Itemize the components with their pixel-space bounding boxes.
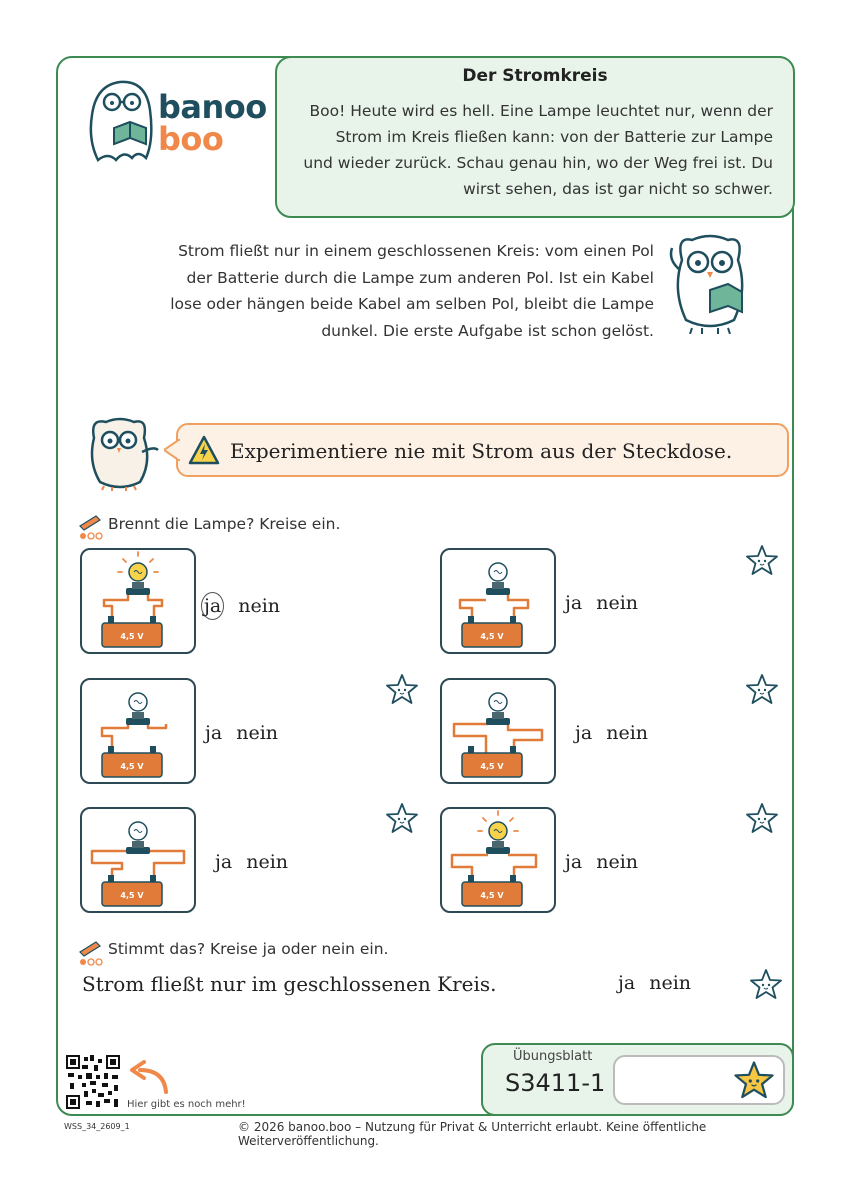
- star-rating-icon: [749, 968, 783, 1002]
- star-rating-icon: [745, 544, 779, 578]
- battery-label: 4,5 V: [120, 632, 144, 641]
- worksheet-code: S3411-1: [505, 1069, 606, 1097]
- task2-answer-options: [618, 972, 705, 994]
- task2-instruction: Stimmt das? Kreise ja oder nein ein.: [108, 940, 389, 958]
- curved-arrow-icon: [126, 1060, 172, 1096]
- worksheet-internal-code: WSS_34_2609_1: [64, 1122, 130, 1131]
- answer-no[interactable]: nein: [238, 595, 281, 617]
- battery-label: 4,5 V: [480, 632, 504, 641]
- circuit-card-6: [440, 807, 556, 913]
- circuit-diagram: [82, 680, 194, 782]
- circuit-card-3: [80, 678, 196, 784]
- owl-pointing-illustration: [80, 412, 160, 492]
- info-text: Strom fließt nur in einem geschlossenen Kreis: vom einen Pol der Batterie durch die Lampe zum anderen Pol. Ist ein Kabel lose oder hängen beide Kabel am selben Pol, bleibt die Lampe dunkel. Die erste Aufgabe ist schon gelöst.: [170, 242, 654, 340]
- answer-no[interactable]: nein: [649, 972, 692, 994]
- pencil-difficulty-icon: [78, 512, 104, 540]
- copyright-footer: © 2026 banoo.boo – Nutzung für Privat & Unterricht erlaubt. Keine öffentliche Weiterveröffentlichung.: [238, 1120, 707, 1148]
- circuit-card-1: [80, 548, 196, 654]
- circuit-card-4: [440, 678, 556, 784]
- star-rating-icon: [745, 673, 779, 707]
- logo-word-banoo: banoo: [158, 88, 267, 126]
- owl-reading-illustration: [662, 230, 758, 334]
- circuit-diagram: [442, 809, 554, 911]
- worksheet-label: Übungsblatt: [513, 1049, 593, 1064]
- qr-code[interactable]: [66, 1055, 120, 1109]
- circuit-diagram: [82, 550, 194, 652]
- answer-no[interactable]: nein: [236, 722, 279, 744]
- answer-no[interactable]: nein: [596, 592, 639, 614]
- intro-text: Boo! Heute wird es hell. Eine Lampe leuchtet nur, wenn der Strom im Kreis fließen kann: von der Batterie zur Lampe und wieder zurück. Schau genau hin, wo der Weg frei ist. Du wirst sehen, das ist gar nicht so schwer.: [303, 102, 773, 198]
- circuit-diagram: [82, 809, 194, 911]
- circuit-card-2: [440, 548, 556, 654]
- answer-yes[interactable]: ja: [205, 722, 223, 744]
- answer-no[interactable]: nein: [596, 851, 639, 873]
- battery-label: 4,5 V: [120, 891, 144, 900]
- circuit-diagram: [442, 680, 554, 782]
- answer-options-3: [205, 722, 292, 744]
- worksheet-id-box: [481, 1043, 794, 1116]
- warning-box: [176, 423, 789, 477]
- star-rating-icon: [385, 802, 419, 836]
- star-rating-icon: [745, 802, 779, 836]
- task2-statement: Strom fließt nur im geschlossenen Kreis.: [82, 972, 497, 996]
- battery-label: 4,5 V: [120, 762, 144, 771]
- answer-yes[interactable]: ja: [565, 592, 583, 614]
- pencil-difficulty-icon: [78, 938, 104, 966]
- intro-box: [275, 56, 795, 218]
- answer-options-6: [565, 851, 652, 873]
- answer-yes[interactable]: ja: [215, 851, 233, 873]
- answer-no[interactable]: nein: [246, 851, 289, 873]
- task1-instruction: Brennt die Lampe? Kreise ein.: [108, 515, 341, 533]
- battery-label: 4,5 V: [480, 762, 504, 771]
- star-rating-icon: [385, 673, 419, 707]
- battery-label: 4,5 V: [480, 891, 504, 900]
- gold-star-icon: [733, 1060, 775, 1102]
- answer-options-1: [205, 592, 294, 620]
- answer-no[interactable]: nein: [606, 722, 649, 744]
- score-field[interactable]: [613, 1055, 785, 1105]
- qr-hint-text: Hier gibt es noch mehr!: [127, 1099, 246, 1110]
- answer-yes[interactable]: ja: [618, 972, 636, 994]
- answer-options-5: [215, 851, 302, 873]
- answer-yes[interactable]: ja: [565, 851, 583, 873]
- circuit-card-5: [80, 807, 196, 913]
- warning-text: Experimentiere nie mit Strom aus der Steckdose.: [230, 439, 733, 463]
- high-voltage-warning-icon: [188, 435, 220, 465]
- logo-word-boo: boo: [158, 120, 224, 158]
- worksheet-title: Der Stromkreis: [462, 66, 608, 86]
- answer-yes[interactable]: ja: [575, 722, 593, 744]
- answer-options-2: [565, 592, 652, 614]
- answer-options-4: [575, 722, 662, 744]
- circuit-diagram: [442, 550, 554, 652]
- speech-pointer: [164, 439, 180, 461]
- answer-yes[interactable]: ja: [201, 592, 224, 620]
